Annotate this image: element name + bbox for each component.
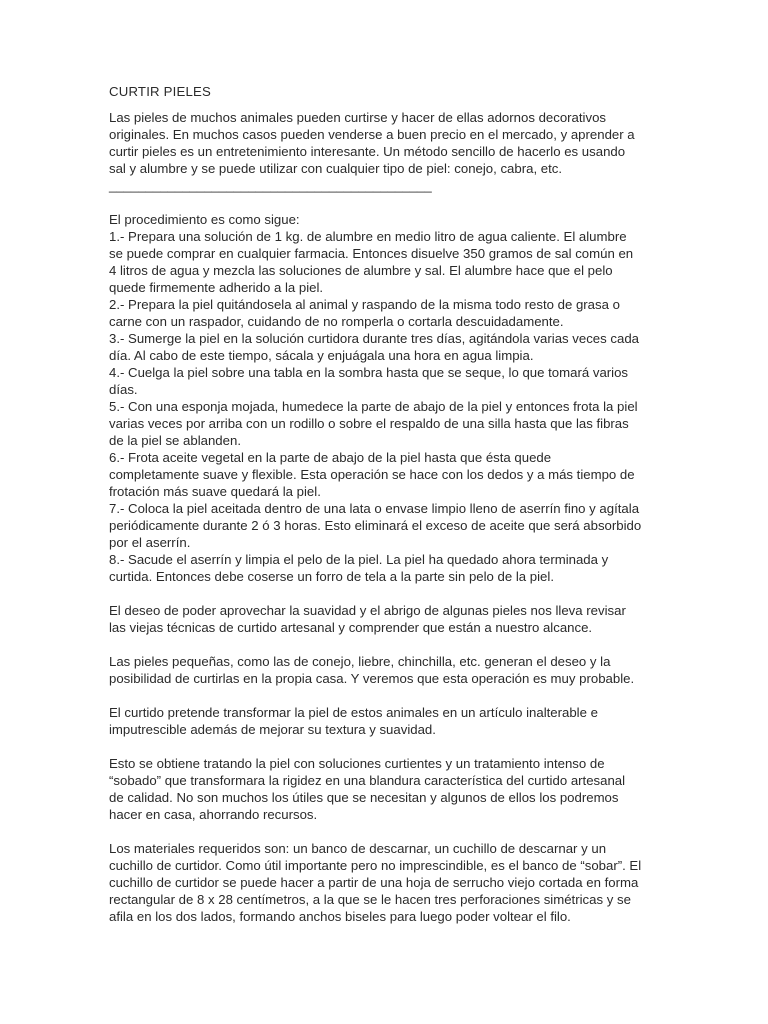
text-line: “sobado” que transformara la rigidez en una blandura característica del curtido artesanal [109,773,626,788]
paragraph [109,704,669,738]
text-line: días. [109,382,138,397]
text-line: curtida. Entonces debe coserse un forro de tela a la parte sin pelo de la piel. [109,569,554,584]
text-line: 4 litros de agua y mezcla las soluciones de alumbre y sal. El alumbre hace que el pelo [109,263,613,278]
text-line: afila en los dos lados, formando anchos biseles para luego poder voltear el filo. [109,909,571,924]
text-line: Las pieles de muchos animales pueden curtirse y hacer de ellas adornos decorativos [109,110,607,125]
text-line: rectangular de 8 x 28 centímetros, a la que se le hacen tres perforaciones simétricas y se [109,892,631,907]
text-line: 1.- Prepara una solución de 1 kg. de alumbre en medio litro de agua caliente. El alumbre [109,229,627,244]
text-line: de la piel se ablanden. [109,433,241,448]
text-line: 7.- Coloca la piel aceitada dentro de una lata o envase limpio lleno de aserrín fino y agítala [109,501,640,516]
text-line: de calidad. No son muchos los útiles que se necesitan y algunos de ellos los podremos [109,790,619,805]
text-line: periódicamente durante 2 ó 3 horas. Esto eliminará el exceso de aceite que será absorbido [109,518,642,533]
text-line: 4.- Cuelga la piel sobre una tabla en la sombra hasta que se seque, lo que tomará varios [109,365,629,380]
document-body [109,83,669,942]
text-line: 6.- Frota aceite vegetal en la parte de abajo de la piel hasta que ésta quede [109,450,552,465]
text-line: originales. En muchos casos pueden venderse a buen precio en el mercado, y aprender a [109,127,635,142]
text-line: Las pieles pequeñas, como las de conejo, liebre, chinchilla, etc. generan el deseo y la [109,654,611,669]
text-line: por el aserrín. [109,535,191,550]
text-line: se puede comprar en cualquier farmacia. Entonces disuelve 350 gramos de sal común en [109,246,634,261]
text-line: las viejas técnicas de curtido artesanal y comprender que están a nuestro alcance. [109,620,593,635]
text-line: 3.- Sumerge la piel en la solución curtidora durante tres días, agitándola varias veces cada [109,331,639,346]
text-line: 2.- Prepara la piel quitándosela al animal y raspando de la misma todo resto de grasa o [109,297,620,312]
text-line: hacer en casa, ahorrando recursos. [109,807,318,822]
text-line: día. Al cabo de este tiempo, sácala y enjuágala una hora en agua limpia. [109,348,534,363]
text-line: carne con un raspador, cuidando de no romperla o cortarla descuidadamente. [109,314,564,329]
text-line: cuchillo de curtidor se puede hacer a partir de una hoja de serrucho viejo cortada en forma [109,875,639,890]
text-line: cuchillo de curtidor. Como útil importante pero no imprescindible, es el banco de “sobar”. El [109,858,642,873]
text-line: quede firmemente adherido a la piel. [109,280,324,295]
separator-line: ____________________________________________ [109,178,432,193]
text-line: curtir pieles es un entretenimiento interesante. Un método sencillo de hacerlo es usando [109,144,626,159]
text-line: 8.- Sacude el aserrín y limpia el pelo de la piel. La piel ha quedado ahora terminada y [109,552,609,567]
text-line: sal y alumbre y se puede utilizar con cualquier tipo de piel: conejo, cabra, etc. [109,161,563,176]
text-line: Los materiales requeridos son: un banco de descarnar, un cuchillo de descarnar y un [109,841,607,856]
text-line: 5.- Con una esponja mojada, humedece la parte de abajo de la piel y entonces frota la piel [109,399,638,414]
procedure-heading: El procedimiento es como sigue: [109,212,300,227]
text-line: Esto se obtiene tratando la piel con soluciones curtientes y un tratamiento intenso de [109,756,605,771]
text-line: posibilidad de curtirlas en la propia casa. Y veremos que esta operación es muy probable. [109,671,635,686]
text-line: imputrescible además de mejorar su textura y suavidad. [109,722,436,737]
paragraph [109,840,669,925]
intro-paragraph [109,109,669,177]
paragraph [109,653,669,687]
procedure-steps [109,211,669,585]
paragraph [109,755,669,823]
text-line: El deseo de poder aprovechar la suavidad y el abrigo de algunas pieles nos lleva revisar [109,603,626,618]
document-title: CURTIR PIELES [109,84,212,99]
text-line: El curtido pretende transformar la piel de estos animales en un artículo inalterable e [109,705,598,720]
text-line: completamente suave y flexible. Esta operación se hace con los dedos y a más tiempo de [109,467,635,482]
paragraph [109,602,669,636]
text-line: frotación más suave quedará la piel. [109,484,321,499]
text-line: varias veces por arriba con un rodillo o sobre el respaldo de una silla hasta que las fibras [109,416,629,431]
